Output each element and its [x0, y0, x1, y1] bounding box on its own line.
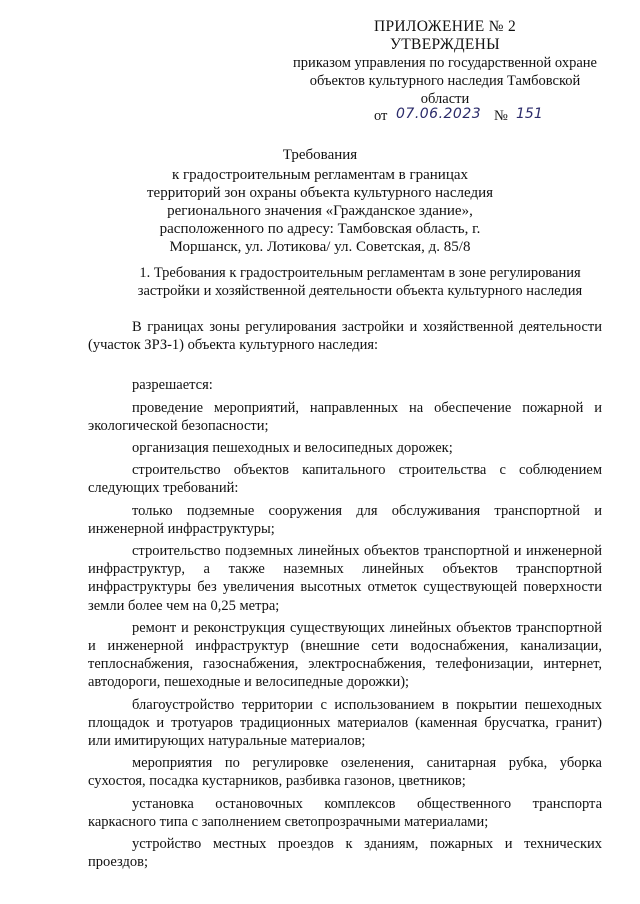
paragraph: благоустройство территории с использованием в покрытии пешеходных площадок и тротуаров традиционных материалов (каменная брусчатка, гранит) или имитирующих натуральные материалов;	[88, 696, 602, 750]
document-heading: Требования	[282, 147, 358, 163]
paragraph: мероприятия по регулировке озеленения, санитарная рубка, уборка сухостоя, посадка кустарников, разбивка газонов, цветников;	[88, 755, 602, 790]
paragraph: организация пешеходных и велосипедных дорожек;	[132, 440, 453, 457]
paragraph: В границах зоны регулирования застройки и хозяйственной деятельности (участок ЗРЗ-1) объекта культурного наследия:	[88, 319, 602, 354]
number-prefix: №	[494, 108, 508, 124]
handwritten-date: 07.06.2023	[396, 106, 482, 122]
approved-label: УТВЕРЖДЕНЫ	[390, 36, 500, 53]
paragraph: строительство подземных линейных объектов транспортной и инженерной инфраструктур, а также наземных линейных объектов транспортной инфраструктуры без увеличения высотных отметок существующей поверхности земли более чем на 0,25 метра;	[88, 543, 602, 614]
paragraph: только подземные сооружения для обслуживания транспортной и инженерной инфраструктуры;	[88, 502, 602, 537]
order-date-number	[374, 106, 574, 128]
document-body	[88, 318, 602, 871]
paragraph: разрешается:	[132, 377, 213, 394]
subtitle-text: к градостроительным регламентам в границах территорий зон охраны объекта культурного наследия регионального значения «Гражданское здание», расположенного по адресу: Тамбовская область, г. Моршанск, ул. Лотикова/ ул. Советская, д. 85/8	[147, 167, 493, 255]
document-subtitle	[140, 166, 500, 256]
order-line: приказом управления по государственной охране	[293, 55, 597, 71]
section-heading: 1. Требования к градостроительным регламентам в зоне регулирования застройки и хозяйственной деятельности объекта культурного наследия	[137, 265, 583, 299]
appendix-label: ПРИЛОЖЕНИЕ № 2	[373, 18, 517, 35]
approval-block	[280, 18, 610, 108]
paragraph: ремонт и реконструкция существующих линейных объектов транспортной и инженерной инфраструктур (внешние сети водоснабжения, канализации, теплоснабжения, газоснабжения, электроснабжения, телефонизации, интернет, автодороги, пешеходные и велосипедные дорожки);	[88, 619, 602, 691]
order-line: области	[420, 91, 470, 107]
paragraph: установка остановочных комплексов общественного транспорта каркасного типа с заполнением светопрозрачными материалами;	[88, 795, 602, 830]
paragraph: устройство местных проездов к зданиям, пожарных и технических проездов;	[88, 836, 602, 871]
paragraph: проведение мероприятий, направленных на обеспечение пожарной и экологической безопасности;	[88, 399, 602, 434]
order-line: объектов культурного наследия Тамбовской	[309, 73, 581, 89]
paragraph: строительство объектов капитального строительства с соблюдением следующих требований:	[88, 462, 602, 497]
date-prefix: от	[374, 108, 388, 124]
handwritten-number: 151	[516, 106, 543, 122]
